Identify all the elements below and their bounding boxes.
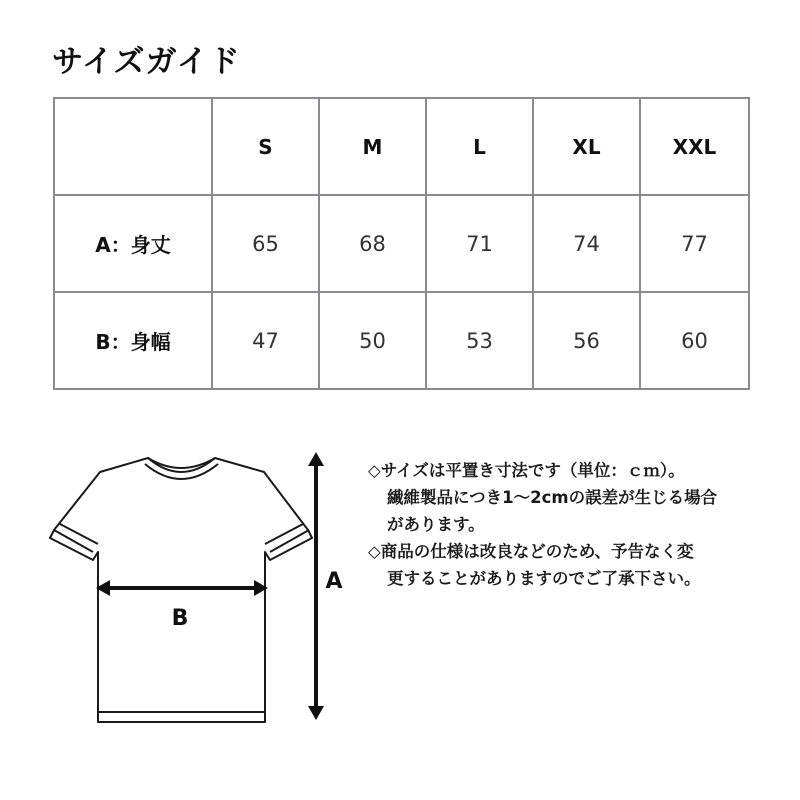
size-header-m: M <box>319 98 426 195</box>
table-cell: 74 <box>533 195 640 292</box>
table-cell: 68 <box>319 195 426 292</box>
label-b: B <box>171 606 189 631</box>
table-cell: 53 <box>426 292 533 389</box>
table-corner-cell <box>54 98 212 195</box>
length-arrow <box>308 452 324 720</box>
size-header-xxl: XXL <box>640 98 749 195</box>
table-row-body-length <box>54 195 749 292</box>
note-text: があります。 <box>387 515 485 534</box>
note-text: ◇商品の仕様は改良などのため、予告なく変 <box>368 542 694 561</box>
note-text: ◇サイズは平置き寸法です（単位：ｃｍ）。 <box>368 461 685 480</box>
table-header-row <box>54 98 749 195</box>
note-text: 繊維製品につき1～2cmの誤差が生じる場合 <box>387 488 718 507</box>
size-header-xl: XL <box>533 98 640 195</box>
table-cell: 71 <box>426 195 533 292</box>
tshirt-diagram <box>0 420 370 740</box>
note-text: 更することがありますのでご了承下さい。 <box>387 569 701 588</box>
size-header-s: S <box>212 98 319 195</box>
size-table <box>53 97 750 390</box>
row-label-body-length: A：身丈 <box>54 195 212 292</box>
page-title: サイズガイド <box>52 44 241 80</box>
table-cell: 47 <box>212 292 319 389</box>
table-cell: 60 <box>640 292 749 389</box>
notes <box>368 457 788 592</box>
table-row-body-width <box>54 292 749 389</box>
size-header-l: L <box>426 98 533 195</box>
table-cell: 65 <box>212 195 319 292</box>
table-cell: 50 <box>319 292 426 389</box>
row-label-body-width: B：身幅 <box>54 292 212 389</box>
width-arrow <box>96 580 268 596</box>
table-cell: 77 <box>640 195 749 292</box>
table-cell: 56 <box>533 292 640 389</box>
label-a: A <box>325 569 343 594</box>
